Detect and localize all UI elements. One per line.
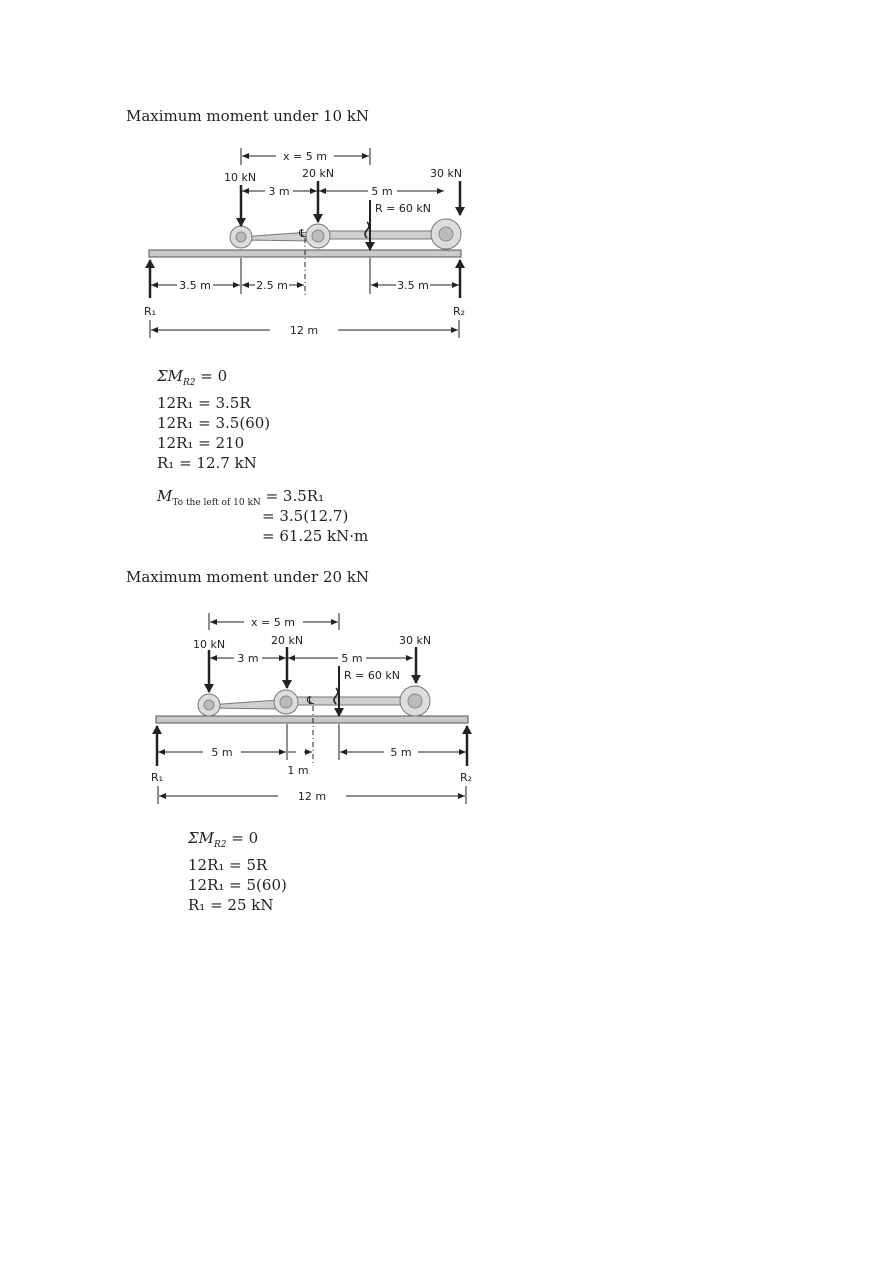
wheel-icon <box>198 694 220 716</box>
spacing-3m-label: 3 m <box>237 652 259 665</box>
wheel-icon <box>400 686 430 716</box>
spacing-5m-label: 5 m <box>371 185 393 198</box>
dim-mid-label: 1 m <box>287 764 309 777</box>
dim-left-label: 3.5 m <box>179 279 211 292</box>
dim-right-label: 5 m <box>390 746 412 759</box>
resultant-label: R = 60 kN <box>375 202 431 215</box>
span-label: 12 m <box>297 790 327 803</box>
dim-mid-label: 2.5 m <box>256 279 288 292</box>
reaction-label-r2: R₂ <box>453 305 466 318</box>
reaction-label-r2: R₂ <box>460 771 473 784</box>
load-label-20kn: 20 kN <box>301 167 335 180</box>
reaction-label-r1: R₁ <box>144 305 157 318</box>
equation-line: 12R₁ = 5(60) <box>188 876 287 894</box>
equation-line: $\Sigma M_{R2} = 0$ <box>188 829 259 850</box>
wheel-icon <box>431 219 461 249</box>
equation-line: R₁ = 25 kN <box>188 896 274 914</box>
span-label: 12 m <box>289 324 319 337</box>
equation-line: 12R₁ = 3.5R <box>157 394 251 412</box>
load-label-10kn: 10 kN <box>223 171 257 184</box>
equation-line: 12R₁ = 5R <box>188 856 268 874</box>
diagram-1 <box>144 148 465 338</box>
x-dimension-label: x = 5 m <box>251 616 295 629</box>
equation-line: 12R₁ = 210 <box>157 434 245 452</box>
equation-line: R₁ = 12.7 kN <box>157 454 257 472</box>
moment-line-3: = 61.25 kN·m <box>262 527 369 545</box>
x-dimension-label: x = 5 m <box>283 150 327 163</box>
load-label-30kn: 30 kN <box>398 634 432 647</box>
moment-equation: $M_{To the left of 10 kN} = 3.5R_1$ <box>157 487 325 508</box>
spacing-5m-label: 5 m <box>341 652 363 665</box>
wheel-icon <box>274 690 298 714</box>
spacing-3m-label: 3 m <box>268 185 290 198</box>
equations-1 <box>157 366 270 473</box>
heading-max-moment-10kn: Maximum moment under 10 kN <box>126 107 370 125</box>
moment-line-2: = 3.5(12.7) <box>262 507 349 525</box>
reaction-label-r1: R₁ <box>151 771 164 784</box>
diagram-2 <box>151 613 472 804</box>
load-label-20kn: 20 kN <box>270 634 304 647</box>
equation-line: $\Sigma M_{R2} = 0$ <box>157 367 228 388</box>
equations-2 <box>188 828 287 915</box>
wheel-icon <box>230 226 252 248</box>
dim-right-label: 3.5 m <box>397 279 429 292</box>
beam-2 <box>156 716 468 723</box>
centerline-label: ℄ <box>299 227 307 240</box>
dim-left-label: 5 m <box>211 746 233 759</box>
wheel-icon <box>306 224 330 248</box>
load-label-30kn: 30 kN <box>429 167 463 180</box>
heading-max-moment-20kn: Maximum moment under 20 kN <box>126 568 370 586</box>
equation-line: 12R₁ = 3.5(60) <box>157 414 271 432</box>
load-label-10kn: 10 kN <box>192 638 226 651</box>
centerline-label: ℄ <box>307 694 315 707</box>
resultant-label: R = 60 kN <box>344 669 400 682</box>
